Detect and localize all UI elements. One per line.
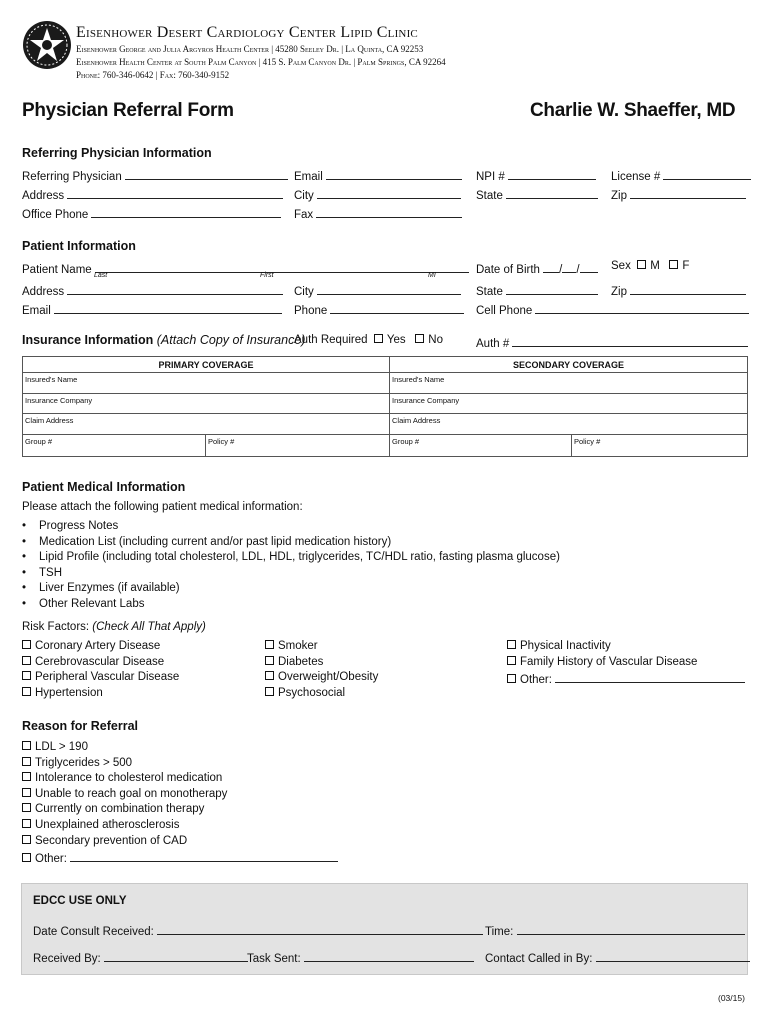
license-label: License #: [611, 171, 661, 183]
patient-address-label: Address: [22, 286, 65, 298]
secondary-policy-label: Policy #: [574, 437, 601, 446]
patient-city-line[interactable]: [317, 282, 461, 295]
referral-option[interactable]: [22, 818, 338, 834]
risk-option-hypertension[interactable]: [22, 686, 179, 702]
risk-option-diabetes[interactable]: [265, 655, 378, 671]
dob-day-line[interactable]: [562, 260, 576, 273]
cell-phone-label: Cell Phone: [476, 305, 533, 317]
star-seal-icon: [22, 20, 72, 70]
referral-option-label: Intolerance to cholesterol medication: [35, 772, 223, 785]
insurance-heading-row: [22, 333, 305, 347]
auth-number-field[interactable]: [476, 334, 748, 350]
risk-option-other[interactable]: [507, 670, 745, 689]
patient-address-field[interactable]: [22, 282, 283, 298]
time-label: Time:: [485, 926, 514, 938]
referral-option[interactable]: [22, 740, 338, 756]
referring-fax-label: Fax: [294, 209, 314, 221]
secondary-claim-address-label: Claim Address: [392, 416, 441, 425]
referring-fax-line[interactable]: [316, 205, 462, 218]
physician-name: Charlie W. Shaeffer, MD: [530, 100, 736, 121]
referring-email-field[interactable]: [294, 167, 462, 183]
received-by-line[interactable]: [104, 949, 248, 962]
primary-insurance-company-label: Insurance Company: [25, 396, 93, 405]
license-field[interactable]: [611, 167, 751, 183]
checkbox[interactable]: [265, 687, 274, 696]
risk-option-overweight[interactable]: [265, 670, 378, 686]
risk-option-label: Hypertension: [35, 686, 103, 699]
patient-phone-label: Phone: [294, 305, 328, 317]
task-sent-field[interactable]: [247, 949, 474, 965]
risk-col-3: [507, 639, 745, 689]
address-line-2: Eisenhower Health Center at South Palm Canyon | 415 S. Palm Canyon Dr. | Palm Springs, CA 92264: [76, 57, 446, 67]
patient-email-label: Email: [22, 305, 51, 317]
license-line[interactable]: [663, 167, 751, 180]
checkbox[interactable]: [22, 788, 31, 797]
referral-list: [22, 740, 338, 868]
time-field[interactable]: [485, 922, 745, 938]
received-by-label: Received By:: [33, 953, 101, 965]
risk-other-line[interactable]: [555, 670, 745, 683]
npi-field[interactable]: [476, 167, 596, 183]
primary-insureds-name-label: Insured's Name: [25, 375, 78, 384]
secondary-insureds-name-cell[interactable]: [389, 372, 748, 394]
checkbox[interactable]: [507, 656, 516, 665]
referring-city-field[interactable]: [294, 186, 461, 202]
referral-option[interactable]: [22, 834, 338, 850]
referring-physician-label: Referring Physician: [22, 171, 122, 183]
risk-option-coronary[interactable]: [22, 639, 179, 655]
checkbox[interactable]: [22, 819, 31, 828]
referral-option[interactable]: [22, 802, 338, 818]
primary-coverage-label: PRIMARY COVERAGE: [158, 360, 254, 370]
sub-label-mi: MI: [428, 272, 436, 279]
secondary-coverage-label: SECONDARY COVERAGE: [512, 360, 625, 370]
primary-insurance-company-cell[interactable]: [22, 393, 390, 414]
received-by-field[interactable]: [33, 949, 248, 965]
risk-option-smoker[interactable]: [265, 639, 378, 655]
sex-field: [611, 260, 689, 272]
patient-phone-field[interactable]: [294, 301, 464, 317]
clinic-logo: [22, 20, 72, 70]
risk-option-label: Physical Inactivity: [520, 640, 611, 652]
referral-other-line[interactable]: [70, 849, 338, 862]
risk-option-label: Psychosocial: [278, 686, 346, 699]
form-title: Physician Referral Form: [22, 100, 234, 121]
risk-option-psychosocial[interactable]: [265, 686, 378, 702]
sex-m-checkbox[interactable]: [637, 260, 646, 269]
sex-label: Sex: [611, 260, 631, 272]
primary-group-cell[interactable]: [22, 434, 206, 457]
patient-state-field[interactable]: [476, 282, 598, 298]
referral-option-label: Unable to reach goal on monotherapy: [35, 787, 228, 800]
revision-date: (03/15): [718, 993, 745, 1003]
primary-insureds-name-cell[interactable]: [22, 372, 390, 394]
primary-policy-label: Policy #: [208, 437, 235, 446]
primary-policy-cell[interactable]: [205, 434, 390, 457]
medical-intro: Please attach the following patient medical information:: [22, 501, 303, 513]
date-consult-line[interactable]: [157, 922, 483, 935]
auth-no-checkbox[interactable]: [415, 334, 424, 343]
time-line[interactable]: [517, 922, 745, 935]
referral-option-other[interactable]: [22, 849, 338, 868]
referral-option-label: LDL > 190: [35, 741, 88, 753]
list-item: • TSH: [39, 566, 560, 582]
office-phone-line[interactable]: [91, 205, 281, 218]
primary-claim-address-label: Claim Address: [25, 416, 74, 425]
patient-name-line[interactable]: [95, 260, 469, 273]
patient-heading: Patient Information: [22, 239, 136, 253]
secondary-insurance-company-cell[interactable]: [389, 393, 748, 414]
checkbox[interactable]: [507, 674, 516, 683]
patient-city-label: City: [294, 286, 314, 298]
dob-label: Date of Birth: [476, 264, 540, 276]
referring-state-label: State: [476, 190, 503, 202]
npi-line[interactable]: [508, 167, 596, 180]
referring-state-field[interactable]: [476, 186, 598, 202]
checkbox[interactable]: [22, 640, 31, 649]
checkbox[interactable]: [22, 772, 31, 781]
patient-address-line[interactable]: [67, 282, 283, 295]
secondary-insurance-company-label: Insurance Company: [392, 396, 460, 405]
risk-col-2: [265, 639, 378, 701]
list-item: • Progress Notes: [39, 519, 560, 535]
referral-option[interactable]: [22, 756, 338, 772]
referring-email-line[interactable]: [326, 167, 462, 180]
referring-fax-field[interactable]: [294, 205, 462, 221]
list-item: • Medication List (including current and/or past lipid medication history): [39, 535, 560, 551]
contact-called-label: Contact Called in By:: [485, 953, 593, 965]
sub-label-last: Last: [94, 272, 108, 279]
edcc-panel: [21, 883, 748, 975]
primary-coverage-header: [22, 356, 390, 373]
patient-name-field[interactable]: [22, 260, 469, 276]
insurance-heading-note: (Attach Copy of Insurance): [156, 333, 306, 347]
sub-label-first: First: [260, 272, 274, 279]
referral-option[interactable]: [22, 771, 338, 787]
referring-city-line[interactable]: [317, 186, 461, 199]
risk-factors-note: (Check All That Apply): [92, 621, 206, 633]
insurance-heading: Insurance Information: [22, 333, 154, 347]
phone-line: Phone: 760-346-0642 | Fax: 760-340-9152: [76, 70, 230, 80]
sex-f-checkbox[interactable]: [669, 260, 678, 269]
dob-year-line[interactable]: [580, 260, 598, 273]
npi-label: NPI #: [476, 171, 505, 183]
checkbox[interactable]: [22, 656, 31, 665]
referral-option-label: Secondary prevention of CAD: [35, 834, 188, 847]
risk-factors-label: Risk Factors:: [22, 621, 90, 633]
risk-option-label: Cerebrovascular Disease: [35, 655, 165, 668]
referring-city-label: City: [294, 190, 314, 202]
referring-email-label: Email: [294, 171, 323, 183]
office-phone-field[interactable]: [22, 205, 281, 221]
patient-zip-line[interactable]: [630, 282, 746, 295]
checkbox[interactable]: [22, 757, 31, 766]
list-item: • Liver Enzymes (if available): [39, 581, 560, 597]
primary-claim-address-cell[interactable]: [22, 413, 390, 435]
referring-heading: Referring Physician Information: [22, 146, 212, 160]
auth-yes-label: Yes: [386, 334, 406, 346]
secondary-insureds-name-label: Insured's Name: [392, 375, 445, 384]
patient-email-line[interactable]: [54, 301, 282, 314]
patient-zip-field[interactable]: [611, 282, 746, 298]
coverage-table: [22, 356, 748, 458]
risk-option-family-history[interactable]: [507, 655, 745, 671]
risk-option-cerebrovascular[interactable]: [22, 655, 179, 671]
dob-separator-2: /: [576, 264, 580, 276]
list-item: • Lipid Profile (including total cholesterol, LDL, HDL, triglycerides, TC/HDL ratio, fasting plasma glucose): [39, 550, 560, 566]
referral-option[interactable]: [22, 787, 338, 803]
checkbox[interactable]: [22, 687, 31, 696]
checkbox[interactable]: [265, 671, 274, 680]
dob-month-line[interactable]: [543, 260, 559, 273]
auth-required-field: [294, 334, 443, 346]
patient-city-field[interactable]: [294, 282, 461, 298]
cell-phone-line[interactable]: [535, 301, 749, 314]
patient-zip-label: Zip: [611, 286, 627, 298]
patient-phone-line[interactable]: [330, 301, 464, 314]
secondary-group-label: Group #: [392, 437, 420, 446]
referral-option-label: Other:: [35, 853, 67, 866]
dob-separator-1: /: [559, 264, 563, 276]
risk-option-label: Family History of Vascular Disease: [520, 655, 698, 668]
referral-option-label: Unexplained atherosclerosis: [35, 818, 180, 831]
secondary-claim-address-cell[interactable]: [389, 413, 748, 435]
risk-option-label: Coronary Artery Disease: [35, 640, 161, 652]
address-line-1: Eisenhower George and Julia Argyros Health Center | 45280 Seeley Dr. | La Quinta, CA 92253: [76, 44, 424, 54]
cell-phone-field[interactable]: [476, 301, 749, 317]
referring-address-label: Address: [22, 190, 65, 202]
sex-f-label: F: [682, 260, 690, 272]
task-sent-label: Task Sent:: [247, 953, 301, 965]
risk-option-label: Other:: [520, 674, 552, 687]
referring-zip-line[interactable]: [630, 186, 746, 199]
checkbox[interactable]: [22, 853, 31, 862]
checkbox[interactable]: [507, 640, 516, 649]
org-name: Eisenhower Desert Cardiology Center Lipid Clinic: [76, 24, 418, 41]
referring-zip-label: Zip: [611, 190, 627, 202]
auth-number-line[interactable]: [512, 334, 748, 347]
checkbox[interactable]: [22, 803, 31, 812]
secondary-coverage-header: [389, 356, 748, 373]
patient-state-line[interactable]: [506, 282, 598, 295]
auth-number-label: Auth #: [476, 338, 510, 350]
auth-no-label: No: [428, 334, 443, 346]
contact-called-line[interactable]: [596, 949, 750, 962]
referring-address-field[interactable]: [22, 186, 283, 202]
risk-factors-heading: [22, 621, 206, 633]
referring-state-line[interactable]: [506, 186, 598, 199]
referral-option-label: Triglycerides > 500: [35, 756, 133, 769]
checkbox[interactable]: [22, 671, 31, 680]
risk-option-label: Peripheral Vascular Disease: [35, 671, 180, 684]
dob-field[interactable]: [476, 260, 598, 276]
auth-required-label: Auth Required: [294, 334, 368, 346]
secondary-policy-cell[interactable]: [571, 434, 748, 457]
auth-yes-checkbox[interactable]: [374, 334, 383, 343]
office-phone-label: Office Phone: [22, 209, 89, 221]
edcc-heading: EDCC USE ONLY: [33, 895, 127, 907]
referring-physician-field[interactable]: [22, 167, 288, 183]
contact-called-field[interactable]: [485, 949, 750, 965]
medical-list: [39, 519, 560, 613]
list-item: • Other Relevant Labs: [39, 597, 560, 613]
medical-heading: Patient Medical Information: [22, 480, 186, 494]
checkbox[interactable]: [22, 835, 31, 844]
checkbox[interactable]: [265, 640, 274, 649]
referral-heading: Reason for Referral: [22, 719, 139, 733]
risk-col-1: [22, 639, 179, 701]
risk-option-peripheral[interactable]: [22, 670, 179, 686]
checkbox[interactable]: [22, 741, 31, 750]
task-sent-line[interactable]: [304, 949, 474, 962]
risk-option-label: Diabetes: [278, 655, 324, 668]
date-consult-field[interactable]: [33, 922, 483, 938]
patient-name-label: Patient Name: [22, 264, 92, 276]
referral-option-label: Currently on combination therapy: [35, 803, 205, 816]
patient-email-field[interactable]: [22, 301, 282, 317]
date-consult-label: Date Consult Received:: [33, 926, 154, 938]
risk-option-label: Smoker: [278, 640, 318, 652]
secondary-group-cell[interactable]: [389, 434, 572, 457]
referring-physician-line[interactable]: [125, 167, 288, 180]
sex-m-label: M: [650, 260, 660, 272]
risk-option-label: Overweight/Obesity: [278, 671, 379, 684]
patient-state-label: State: [476, 286, 503, 298]
referring-zip-field[interactable]: [611, 186, 746, 202]
checkbox[interactable]: [265, 656, 274, 665]
risk-option-inactivity[interactable]: [507, 639, 745, 655]
primary-group-label: Group #: [25, 437, 53, 446]
referring-address-line[interactable]: [67, 186, 283, 199]
